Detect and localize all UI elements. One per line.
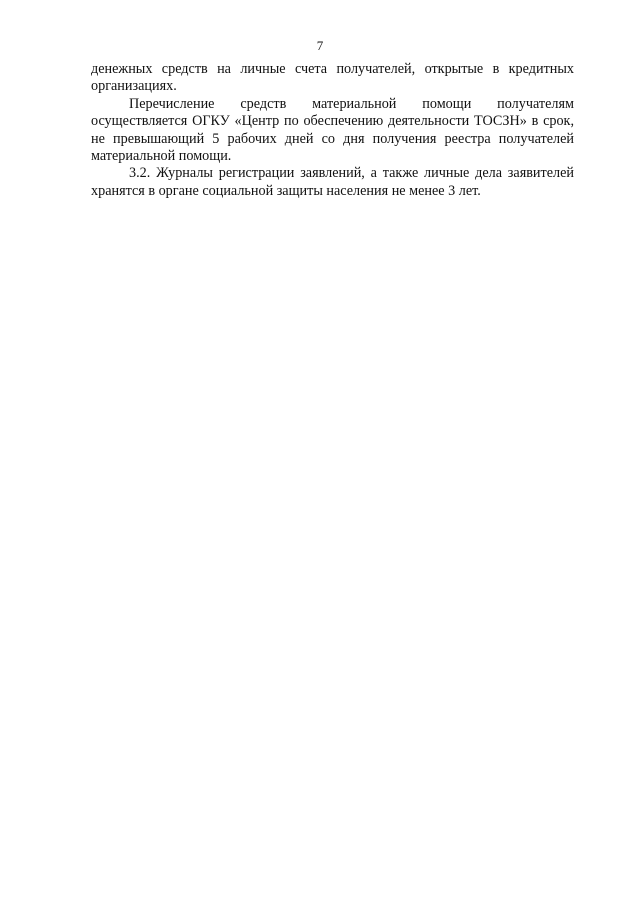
page-number: 7	[316, 38, 324, 53]
document-body	[91, 61, 574, 200]
paragraph-section-3-2: 3.2. Журналы регистрации заявлений, а также личные дела заявителей хранятся в органе социальной защиты населения не менее 3 лет.	[91, 165, 574, 199]
paragraph-transfer-of-funds: Перечисление средств материальной помощи получателям осуществляется ОГКУ «Центр по обеспечению деятельности ТОСЗН» в срок, не превышающий 5 рабочих дней со дня получения реестра получателей материальной помощи.	[91, 95, 574, 165]
paragraph-continuation: денежных средств на личные счета получателей, открытые в кредитных организациях.	[91, 61, 574, 95]
